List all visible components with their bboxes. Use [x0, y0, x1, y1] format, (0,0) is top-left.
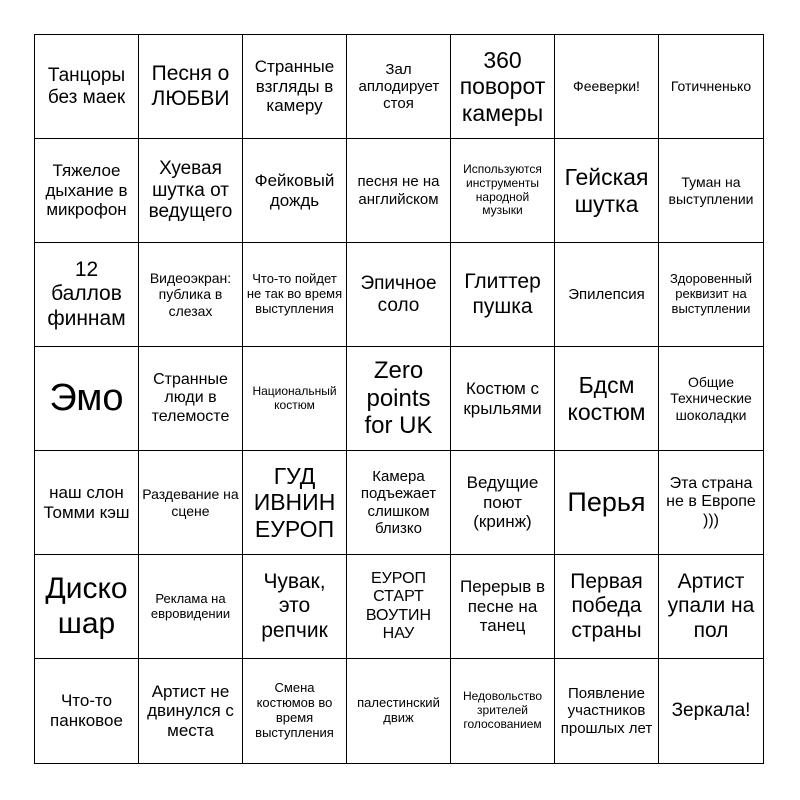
- bingo-cell[interactable]: Что-то пойдет не так во время выступления: [243, 243, 347, 347]
- bingo-cell[interactable]: Эта страна не в Европе ))): [659, 451, 763, 555]
- bingo-cell[interactable]: Диско шар: [35, 555, 139, 659]
- bingo-cell[interactable]: Странные люди в телемосте: [139, 347, 243, 451]
- bingo-cell[interactable]: Чувак, это репчик: [243, 555, 347, 659]
- bingo-cell[interactable]: ГУД ИВНИН ЕУРОП: [243, 451, 347, 555]
- bingo-cell[interactable]: Общие Технические шоколадки: [659, 347, 763, 451]
- bingo-cell[interactable]: Хуевая шутка от ведущего: [139, 139, 243, 243]
- bingo-cell[interactable]: Песня о ЛЮБВИ: [139, 35, 243, 139]
- bingo-cell[interactable]: Используются инструменты народной музыки: [451, 139, 555, 243]
- bingo-cell[interactable]: Что-то панковое: [35, 659, 139, 763]
- bingo-cell[interactable]: Костюм с крыльями: [451, 347, 555, 451]
- bingo-cell[interactable]: Бдсм костюм: [555, 347, 659, 451]
- bingo-cell[interactable]: Перерыв в песне на танец: [451, 555, 555, 659]
- bingo-cell[interactable]: Эпичное соло: [347, 243, 451, 347]
- bingo-cell[interactable]: Фееверки!: [555, 35, 659, 139]
- bingo-board: [34, 34, 764, 764]
- bingo-cell[interactable]: 12 баллов финнам: [35, 243, 139, 347]
- bingo-cell[interactable]: Фейковый дождь: [243, 139, 347, 243]
- bingo-cell[interactable]: наш слон Томми кэш: [35, 451, 139, 555]
- bingo-cell[interactable]: ЕУРОП СТАРТ ВОУТИН НАУ: [347, 555, 451, 659]
- bingo-cell[interactable]: палестинский движ: [347, 659, 451, 763]
- bingo-cell[interactable]: Перья: [555, 451, 659, 555]
- bingo-cell[interactable]: Зеркала!: [671, 700, 751, 722]
- bingo-cell[interactable]: Эмо: [35, 347, 139, 451]
- bingo-cell[interactable]: Ведущие поют (кринж): [451, 451, 555, 555]
- bingo-cell[interactable]: Танцоры без маек: [35, 35, 139, 139]
- bingo-cell[interactable]: Недовольство зрителей голосованием: [451, 659, 555, 763]
- bingo-cell[interactable]: Артист упали на пол: [659, 555, 763, 659]
- bingo-cell[interactable]: Гейская шутка: [555, 139, 659, 243]
- bingo-cell[interactable]: Артист не двинулся с места: [139, 659, 243, 763]
- bingo-cell[interactable]: Глиттер пушка: [451, 243, 555, 347]
- bingo-cell[interactable]: Видеоэкран: публика в слезах: [139, 243, 243, 347]
- bingo-cell[interactable]: Появление участников прошлых лет: [555, 659, 659, 763]
- bingo-cell[interactable]: Zero points for UK: [347, 347, 451, 451]
- bingo-cell[interactable]: Эпилепсия: [555, 243, 659, 347]
- bingo-cell[interactable]: Национальный костюм: [243, 347, 347, 451]
- bingo-cell[interactable]: Первая победа страны: [555, 555, 659, 659]
- bingo-cell[interactable]: песня не на английском: [347, 139, 451, 243]
- bingo-cell[interactable]: Раздевание на сцене: [139, 451, 243, 555]
- bingo-cell[interactable]: Зал аплодирует стоя: [347, 35, 451, 139]
- bingo-cell[interactable]: Камера подъежает слишком близко: [347, 451, 451, 555]
- bingo-cell[interactable]: Реклама на евровидении: [139, 555, 243, 659]
- bingo-cell[interactable]: Здоровенный реквизит на выступлении: [659, 243, 763, 347]
- bingo-cell[interactable]: 360 поворот камеры: [451, 35, 555, 139]
- bingo-cell[interactable]: Готичненько: [659, 35, 763, 139]
- bingo-cell[interactable]: Смена костюмов во время выступления: [243, 659, 347, 763]
- bingo-cell[interactable]: Странные взгляды в камеру: [243, 35, 347, 139]
- bingo-cell[interactable]: Тяжелое дыхание в микрофон: [35, 139, 139, 243]
- bingo-cell[interactable]: Туман на выступлении: [659, 139, 763, 243]
